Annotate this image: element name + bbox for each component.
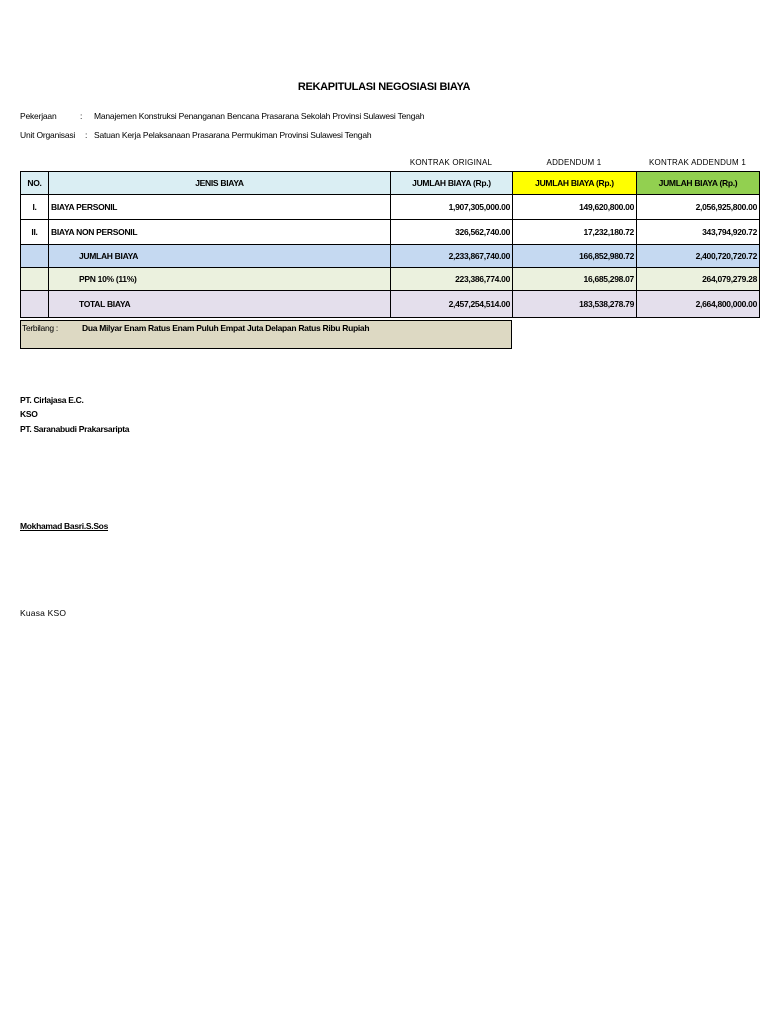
row-jenis-biaya: PPN 10% (11%) — [49, 268, 391, 291]
terbilang-label: Terbilang : — [22, 323, 58, 333]
row-kontrak-addendum-value: 2,400,720,720.72 — [637, 245, 760, 268]
unit-organisasi-value: Satuan Kerja Pelaksanaan Prasarana Permukiman Provinsi Sulawesi Tengah — [94, 130, 372, 140]
row-addendum-value: 17,232,180.72 — [513, 220, 637, 245]
row-no: I. — [21, 195, 49, 220]
table-row — [21, 268, 760, 291]
table-row — [21, 291, 760, 318]
row-no — [21, 268, 49, 291]
company-name-2: PT. Saranabudi Prakarsaripta — [20, 424, 130, 434]
table-row — [21, 220, 760, 245]
kso-label: KSO — [20, 409, 38, 419]
header-jumlah-addendum: JUMLAH BIAYA (Rp.) — [513, 172, 637, 195]
company-name-1: PT. Cirlajasa E.C. — [20, 395, 84, 405]
pekerjaan-value: Manajemen Konstruksi Penanganan Bencana Prasarana Sekolah Provinsi Sulawesi Tengah — [94, 111, 425, 121]
row-addendum-value: 149,620,800.00 — [513, 195, 637, 220]
unit-organisasi-line — [20, 130, 371, 140]
row-no — [21, 291, 49, 318]
row-original-value: 223,386,774.00 — [391, 268, 513, 291]
pekerjaan-line — [20, 111, 424, 121]
table-header-row — [21, 172, 760, 195]
row-no — [21, 245, 49, 268]
unit-organisasi-label: Unit Organisasi — [20, 130, 76, 140]
signer-role: Kuasa KSO — [20, 608, 67, 618]
header-jumlah-kontrak-addendum: JUMLAH BIAYA (Rp.) — [637, 172, 760, 195]
row-original-value: 2,457,254,514.00 — [391, 291, 513, 318]
row-original-value: 1,907,305,000.00 — [391, 195, 513, 220]
group-header-kontrak-original: KONTRAK ORIGINAL — [409, 158, 493, 167]
pekerjaan-separator: : — [80, 111, 83, 121]
row-kontrak-addendum-value: 343,794,920.72 — [637, 220, 760, 245]
unit-organisasi-separator: : — [85, 130, 88, 140]
row-jenis-biaya: BIAYA NON PERSONIL — [49, 220, 391, 245]
row-addendum-value: 183,538,278.79 — [513, 291, 637, 318]
table-row — [21, 195, 760, 220]
group-header-addendum-1: ADDENDUM 1 — [546, 158, 602, 167]
row-kontrak-addendum-value: 2,664,800,000.00 — [637, 291, 760, 318]
row-kontrak-addendum-value: 2,056,925,800.00 — [637, 195, 760, 220]
row-original-value: 326,562,740.00 — [391, 220, 513, 245]
header-jumlah-original: JUMLAH BIAYA (Rp.) — [391, 172, 513, 195]
table-row — [21, 245, 760, 268]
terbilang-value: Dua Milyar Enam Ratus Enam Puluh Empat Juta Delapan Ratus Ribu Rupiah — [82, 323, 370, 333]
document-title: REKAPITULASI NEGOSIASI BIAYA — [297, 81, 471, 93]
row-jenis-biaya: JUMLAH BIAYA — [49, 245, 391, 268]
row-original-value: 2,233,867,740.00 — [391, 245, 513, 268]
row-jenis-biaya: TOTAL BIAYA — [49, 291, 391, 318]
terbilang-box — [20, 320, 512, 349]
row-addendum-value: 166,852,980.72 — [513, 245, 637, 268]
row-jenis-biaya: BIAYA PERSONIL — [49, 195, 391, 220]
cost-summary-table — [20, 171, 760, 318]
group-header-kontrak-addendum-1: KONTRAK ADDENDUM 1 — [649, 158, 746, 167]
header-no: NO. — [21, 172, 49, 195]
row-kontrak-addendum-value: 264,079,279.28 — [637, 268, 760, 291]
header-jenis-biaya: JENIS BIAYA — [49, 172, 391, 195]
signer-name: Mokhamad Basri.S.Sos — [20, 521, 109, 531]
pekerjaan-label: Pekerjaan — [20, 111, 57, 121]
row-addendum-value: 16,685,298.07 — [513, 268, 637, 291]
row-no: II. — [21, 220, 49, 245]
